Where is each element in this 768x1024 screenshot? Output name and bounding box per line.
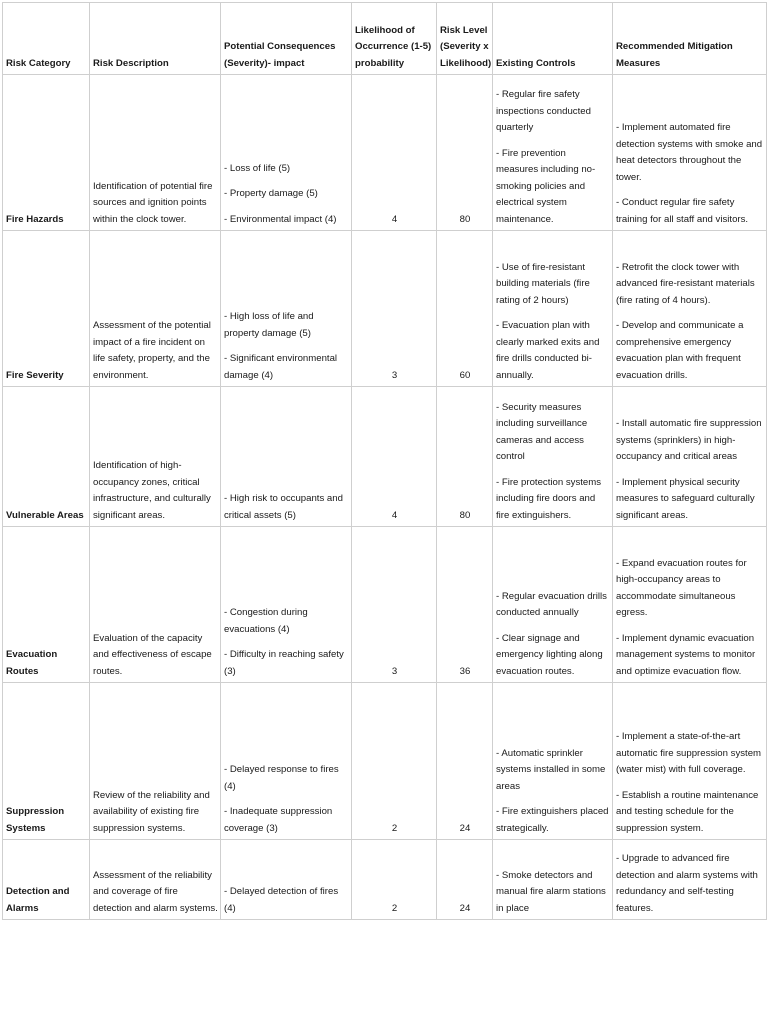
existing-controls-cell bbox=[493, 683, 613, 840]
risk-description-cell: Evaluation of the capacity and effectiveness of escape routes. bbox=[90, 527, 221, 683]
risk-level-cell: 24 bbox=[437, 840, 493, 920]
consequence-item: - High risk to occupants and critical assets (5) bbox=[224, 493, 343, 521]
likelihood-cell: 2 bbox=[352, 840, 437, 920]
mitigation-cell bbox=[613, 683, 767, 840]
mitigation-item: - Implement automated fire detection systems with smoke and heat detectors throughout the tower. bbox=[616, 122, 763, 183]
control-item: - Smoke detectors and manual fire alarm stations in place bbox=[496, 869, 606, 914]
consequences-cell bbox=[221, 231, 352, 387]
mitigation-item: - Implement a state-of-the-art automatic fire suppression system (water mist) with full coverage. bbox=[616, 731, 762, 775]
risk-description-cell: Identification of potential fire sources and ignition points within the clock tower. bbox=[90, 75, 221, 231]
control-item: - Fire protection systems including fire doors and fire extinguishers. bbox=[496, 476, 602, 521]
mitigation-item: - Develop and communicate a comprehensive emergency evacuation plan with frequent evacuation drills. bbox=[616, 320, 744, 381]
risk-category-cell: Evacuation Routes bbox=[3, 527, 90, 683]
likelihood-cell: 4 bbox=[352, 387, 437, 527]
consequence-item: - Significant environmental damage (4) bbox=[224, 353, 338, 381]
risk-description-cell: Assessment of the potential impact of a fire incident on life safety, property, and the environment. bbox=[90, 231, 221, 387]
likelihood-cell: 2 bbox=[352, 683, 437, 840]
control-item: - Security measures including surveillance cameras and access control bbox=[496, 401, 588, 462]
consequences-cell bbox=[221, 387, 352, 527]
mitigation-cell bbox=[613, 840, 767, 920]
risk-category-cell: Vulnerable Areas bbox=[3, 387, 90, 527]
consequences-cell bbox=[221, 75, 352, 231]
column-header: Risk Category bbox=[3, 3, 90, 75]
mitigation-item: - Establish a routine maintenance and testing schedule for the suppression system. bbox=[616, 789, 759, 834]
column-header: Existing Controls bbox=[493, 3, 613, 75]
likelihood-cell: 3 bbox=[352, 231, 437, 387]
table-row bbox=[3, 75, 767, 231]
risk-category-cell: Suppression Systems bbox=[3, 683, 90, 840]
control-item: - Automatic sprinkler systems installed in some areas bbox=[496, 747, 606, 792]
mitigation-item: - Retrofit the clock tower with advanced fire-resistant materials (fire rating of 4 hours). bbox=[616, 261, 755, 306]
table-header-row bbox=[3, 3, 767, 75]
likelihood-cell: 3 bbox=[352, 527, 437, 683]
control-item: - Evacuation plan with clearly marked exits and fire drills conducted bi-annually. bbox=[496, 320, 600, 381]
likelihood-cell: 4 bbox=[352, 75, 437, 231]
mitigation-item: - Conduct regular fire safety training for all staff and visitors. bbox=[616, 197, 749, 225]
column-header: Likelihood of Occurrence (1-5) probability bbox=[352, 3, 437, 75]
risk-category-cell: Fire Hazards bbox=[3, 75, 90, 231]
column-header: Recommended Mitigation Measures bbox=[613, 3, 767, 75]
risk-level-cell: 36 bbox=[437, 527, 493, 683]
mitigation-cell bbox=[613, 231, 767, 387]
consequence-item: - Loss of life (5) bbox=[224, 162, 291, 174]
consequence-item: - Congestion during evacuations (4) bbox=[224, 607, 308, 635]
mitigation-item: - Expand evacuation routes for high-occupancy areas to accommodate simultaneous egress. bbox=[616, 557, 747, 618]
consequences-cell bbox=[221, 840, 352, 920]
table-row bbox=[3, 231, 767, 387]
consequence-item: - Environmental impact (4) bbox=[224, 213, 337, 225]
table-row bbox=[3, 683, 767, 840]
mitigation-cell bbox=[613, 387, 767, 527]
mitigation-cell bbox=[613, 75, 767, 231]
consequences-cell bbox=[221, 527, 352, 683]
consequence-item: - Inadequate suppression coverage (3) bbox=[224, 806, 333, 834]
control-item: - Use of fire-resistant building materials (fire rating of 2 hours) bbox=[496, 261, 590, 306]
risk-level-cell: 80 bbox=[437, 387, 493, 527]
column-header: Potential Consequences (Severity)- impact bbox=[221, 3, 352, 75]
existing-controls-cell bbox=[493, 387, 613, 527]
consequence-item: - Property damage (5) bbox=[224, 188, 318, 199]
consequences-cell bbox=[221, 683, 352, 840]
risk-level-cell: 80 bbox=[437, 75, 493, 231]
risk-description-cell: Assessment of the reliability and coverage of fire detection and alarm systems. bbox=[90, 840, 221, 920]
control-item: - Regular evacuation drills conducted annually bbox=[496, 590, 607, 618]
control-item: - Fire prevention measures including no-smoking policies and electrical system maintenance. bbox=[496, 147, 596, 225]
mitigation-item: - Implement physical security measures to safeguard culturally significant areas. bbox=[616, 476, 755, 521]
existing-controls-cell bbox=[493, 75, 613, 231]
risk-category-cell: Detection and Alarms bbox=[3, 840, 90, 920]
table-row bbox=[3, 527, 767, 683]
consequence-item: - Delayed detection of fires (4) bbox=[224, 886, 339, 914]
risk-description-cell: Review of the reliability and availability of existing fire suppression systems. bbox=[90, 683, 221, 840]
risk-level-cell: 24 bbox=[437, 683, 493, 840]
risk-description-cell: Identification of high-occupancy zones, critical infrastructure, and culturally significant areas. bbox=[90, 387, 221, 527]
mitigation-cell bbox=[613, 527, 767, 683]
existing-controls-cell bbox=[493, 231, 613, 387]
table-row bbox=[3, 387, 767, 527]
risk-level-cell: 60 bbox=[437, 231, 493, 387]
mitigation-item: - Install automatic fire suppression systems (sprinklers) in high-occupancy and critical areas bbox=[616, 418, 762, 462]
mitigation-item: - Implement dynamic evacuation management systems to monitor and optimize evacuation flow. bbox=[616, 632, 756, 677]
consequence-item: - Delayed response to fires (4) bbox=[224, 764, 339, 792]
existing-controls-cell bbox=[493, 840, 613, 920]
mitigation-item: - Upgrade to advanced fire detection and alarm systems with redundancy and self-testing features. bbox=[616, 853, 758, 914]
control-item: - Fire extinguishers placed strategically. bbox=[496, 806, 609, 834]
consequence-item: - Difficulty in reaching safety (3) bbox=[224, 649, 344, 677]
consequence-item: - High loss of life and property damage (5) bbox=[224, 311, 314, 339]
column-header: Risk Description bbox=[90, 3, 221, 75]
column-header: Risk Level (Severity x Likelihood) bbox=[437, 3, 493, 75]
control-item: - Clear signage and emergency lighting along evacuation routes. bbox=[496, 632, 603, 677]
risk-assessment-table bbox=[2, 2, 767, 920]
table-row bbox=[3, 840, 767, 920]
risk-category-cell: Fire Severity bbox=[3, 231, 90, 387]
existing-controls-cell bbox=[493, 527, 613, 683]
control-item: - Regular fire safety inspections conducted quarterly bbox=[496, 89, 591, 133]
